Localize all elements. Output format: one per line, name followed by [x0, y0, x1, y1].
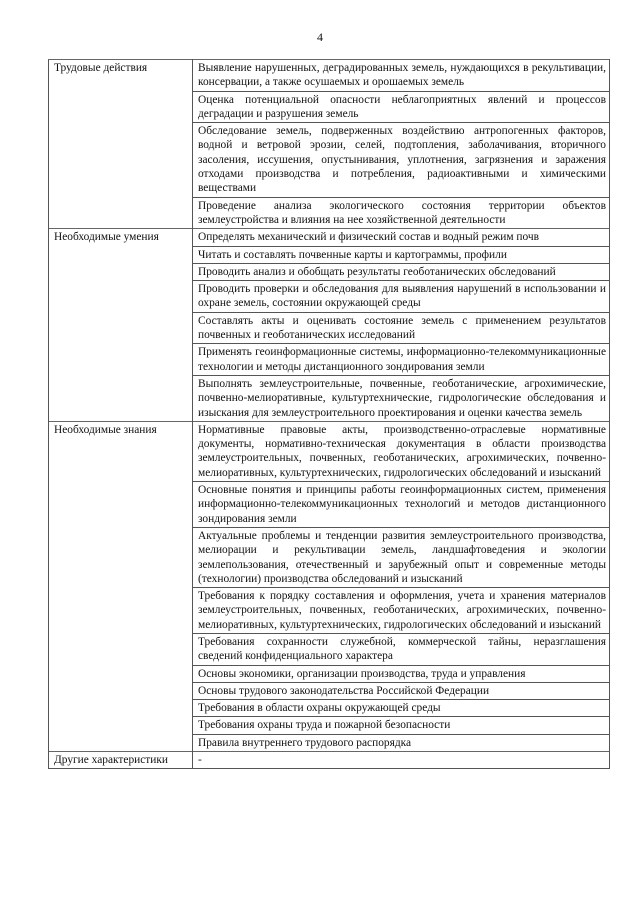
section-items	[193, 752, 610, 769]
requirement-item: Выполнять землеустроительные, почвенные, геоботанические, агрохимические, почвенно-мелиоративные, культуртехнические, гидрологические обследования и изыскания для землеустроительного проектирования и оценки качества земель	[198, 377, 606, 419]
requirement-item: Основные понятия и принципы работы геоинформационных систем, применения информационно-телекоммуникационных технологий и методов дистанционного зондирования земли	[193, 482, 609, 528]
section-items	[193, 229, 610, 422]
requirement-item: Выявление нарушенных, деградированных земель, нуждающихся в рекультивации, консервации, а также осушаемых и орошаемых земель	[193, 60, 609, 92]
requirement-item: Определять механический и физический состав и водный режим почв	[193, 229, 609, 246]
section-items	[193, 60, 610, 229]
requirement-item: Обследование земель, подверженных воздействию антропогенных факторов, водной и ветровой эрозии, селей, подтопления, заболачивания, вторичного засоления, иссушения, опустынивания, уплотнения, загрязнения и заражения отходами производства и потребления, радиоактивными и химическими веществами	[193, 123, 609, 197]
requirement-item: Составлять акты и оценивать состояние земель с применением результатов почвенных и геоботанических исследований	[193, 313, 609, 345]
section-required-skills	[49, 229, 610, 422]
section-label: Необходимые знания	[49, 421, 193, 751]
requirement-item: Требования к порядку составления и оформления, учета и хранения материалов землеустроительных, почвенных, геоботанических, агрохимических, почвенно-мелиоративных, культуртехнических, гидрологических обследований и изысканий	[193, 588, 609, 634]
section-label: Трудовые действия	[49, 60, 193, 229]
requirement-item: -	[198, 754, 202, 767]
requirement-item: Основы трудового законодательства Российской Федерации	[193, 683, 609, 700]
page-number: 4	[317, 30, 323, 44]
requirement-item: Требования охраны труда и пожарной безопасности	[193, 717, 609, 734]
section-labor-actions	[49, 60, 610, 229]
section-items	[193, 421, 610, 751]
requirement-item: Основы экономики, организации производства, труда и управления	[193, 666, 609, 683]
section-required-knowledge	[49, 421, 610, 751]
requirement-item: Актуальные проблемы и тенденции развития землеустроительного производства, мелиорации и рекультивации земель, ландшафтоведения и экологии землепользования, отечественный и зарубежный опыт и современные методы (технологии) производства обследований и изысканий	[193, 528, 609, 588]
requirement-item: Читать и составлять почвенные карты и картограммы, профили	[193, 247, 609, 264]
requirement-item: Требования в области охраны окружающей среды	[193, 700, 609, 717]
section-other-characteristics	[49, 752, 610, 769]
requirement-item: Оценка потенциальной опасности неблагоприятных явлений и процессов деградации и разрушения земель	[193, 92, 609, 124]
requirement-item: Требования сохранности служебной, коммерческой тайны, неразглашения сведений конфиденциального характера	[193, 634, 609, 666]
section-label: Другие характеристики	[49, 752, 193, 769]
requirement-item: Правила внутреннего трудового распорядка	[198, 736, 412, 749]
requirement-item: Проводить проверки и обследования для выявления нарушений в использовании и охране земель, состоянии окружающей среды	[193, 281, 609, 313]
requirement-item: Применять геоинформационные системы, информационно-телекоммуникационные технологии и методы дистанционного зондирования земли	[193, 344, 609, 376]
requirement-item: Проведение анализа экологического состояния территории объектов землеустройства и влияния на нее хозяйственной деятельности	[198, 199, 606, 226]
requirements-table	[48, 59, 610, 769]
requirement-item: Нормативные правовые акты, производственно-отраслевые нормативные документы, нормативно-техническая документация в области производства землеустроительных, почвенных, геоботанических, агрохимических, почвенно-мелиоративных, культуртехнических, гидрологических обследований и изысканий	[193, 422, 609, 482]
requirement-item: Проводить анализ и обобщать результаты геоботанических обследований	[193, 264, 609, 281]
section-label: Необходимые умения	[49, 229, 193, 422]
